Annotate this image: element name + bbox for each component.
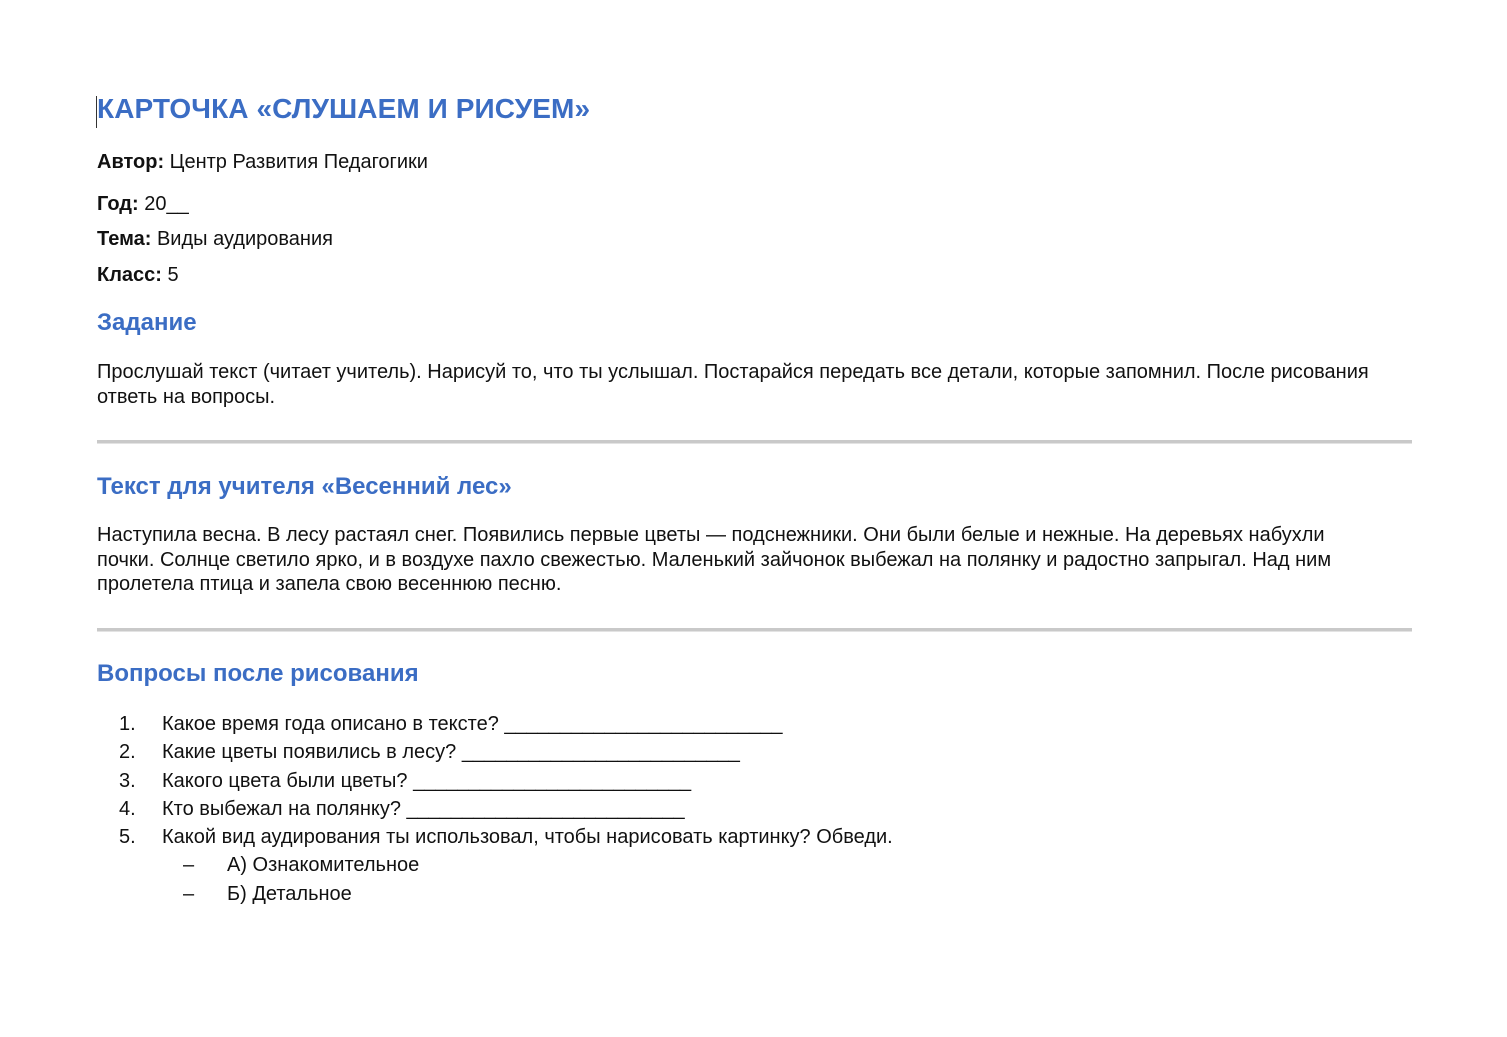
horizontal-divider [97, 440, 1412, 444]
question-item[interactable] [97, 710, 1297, 738]
horizontal-divider [97, 628, 1412, 632]
question-number: 2. [119, 741, 136, 764]
question-number: 4. [119, 797, 136, 820]
teacher-text-body[interactable]: Наступила весна. В лесу растаял снег. Появились первые цветы — подснежники. Они были белые и нежные. На деревьях набухли почки. Солнце светило ярко, и в воздухе пахло свежестью. Маленький зайчонок выбежал на полянку и радостно запрыгал. Над ним пролетела птица и запела свою весеннюю песню. [97, 524, 1332, 595]
question-text: Какого цвета были цветы? _________________________ [162, 769, 692, 792]
answer-option[interactable] [97, 851, 1297, 879]
questions-list [97, 710, 1297, 908]
year-line[interactable] [97, 192, 189, 216]
question-number: 1. [119, 713, 136, 735]
questions-heading[interactable]: Вопросы после рисования [97, 660, 419, 687]
author-line[interactable] [97, 150, 428, 174]
class-label: Класс: [97, 264, 162, 286]
question-number: 5. [119, 826, 136, 849]
task-heading[interactable]: Задание [97, 309, 197, 336]
question-item[interactable] [97, 738, 1297, 766]
question-text: Кто выбежал на полянку? _________________________ [162, 797, 685, 820]
question-number: 3. [119, 769, 136, 792]
answer-option-text: А) Ознакомительное [227, 854, 420, 877]
class-value: 5 [161, 264, 179, 286]
answer-option[interactable] [97, 880, 1297, 908]
question-item[interactable] [97, 823, 1297, 851]
class-line[interactable] [97, 263, 179, 287]
author-label: Автор: [97, 151, 165, 173]
author-value: Центр Развития Педагогики [164, 151, 428, 173]
question-text: Какие цветы появились в лесу? _________________________ [162, 741, 740, 764]
teacher-text-heading[interactable]: Текст для учителя «Весенний лес» [97, 473, 512, 500]
year-value: 20__ [138, 193, 189, 215]
document-title[interactable]: КАРТОЧКА «СЛУШАЕМ И РИСУЕМ» [97, 93, 591, 124]
question-item[interactable] [97, 795, 1297, 823]
topic-value: Виды аудирования [151, 228, 333, 250]
task-text[interactable]: Прослушай текст (читает учитель). Нарисуй то, что ты услышал. Постарайся передать все детали, которые запомнил. После рисования ответь на вопросы. [97, 361, 1369, 408]
year-label: Год: [97, 193, 139, 215]
dash-bullet: – [183, 854, 195, 877]
topic-label: Тема: [97, 228, 152, 250]
topic-line[interactable] [97, 227, 333, 251]
question-item[interactable] [97, 767, 1297, 795]
dash-bullet: – [183, 882, 195, 905]
question-text: Какой вид аудирования ты использовал, чтобы нарисовать картинку? Обведи. [162, 826, 893, 849]
question-text: Какое время года описано в тексте? _________________________ [162, 713, 783, 735]
answer-option-text: Б) Детальное [227, 882, 352, 905]
